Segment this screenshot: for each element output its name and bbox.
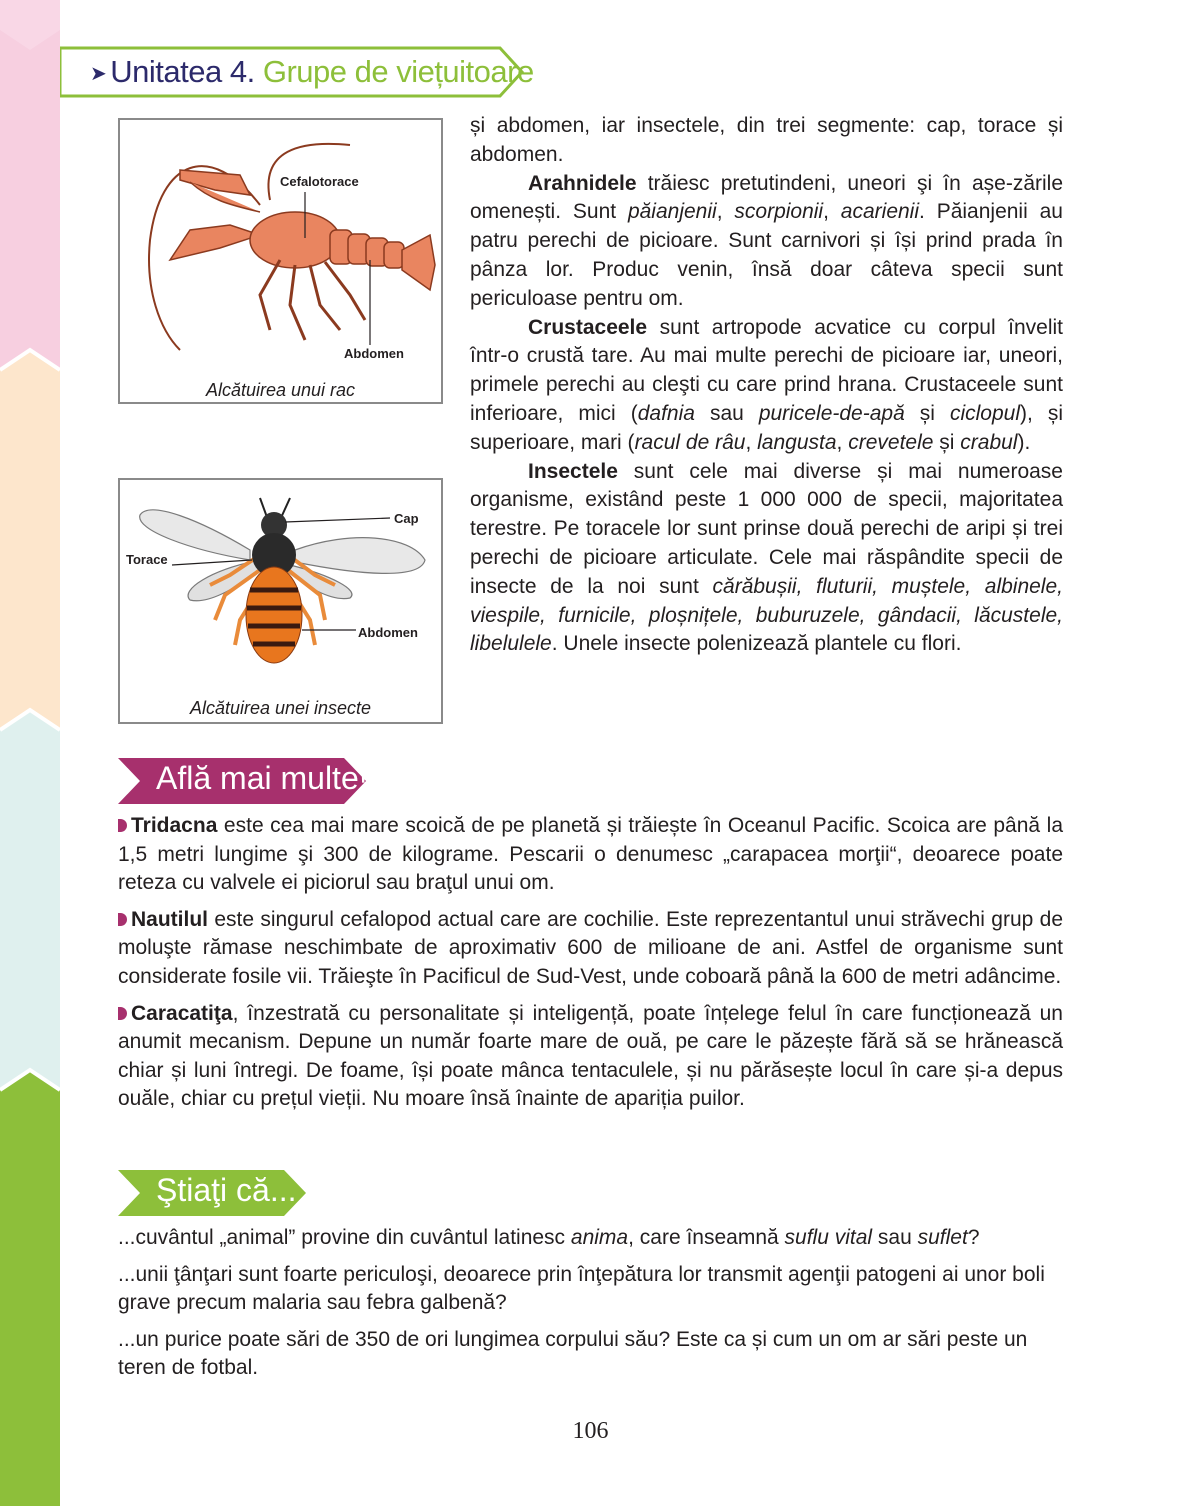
- caption-insect: Alcătuirea unei insecte: [189, 698, 372, 718]
- label-cap: Cap: [394, 511, 419, 526]
- stiati-title: Ştiaţi că...: [156, 1172, 297, 1208]
- main-text-column: [470, 112, 1063, 659]
- stiati-ca-banner: [118, 1168, 308, 1218]
- caption-crayfish: Alcătuirea unui rac: [205, 380, 356, 400]
- paragraph-insecte: Insectele sunt cele mai diverse și mai numeroase organisme, existând peste 1 000 000 de specii, majoritatea terestre. Pe toracele lor sunt prinse două perechi de aripi și trei perechi de picioare articulate. Cele mai răspândite specii de insecte de la noi sunt cărăbușii, fluturii, muștele, albinele, viespile, furnicile, ploșnițele, buburuzele, gândacii, lăcustele, libelulele. Unele insecte polenizează plantele cu flori.: [470, 459, 1063, 656]
- stiati-item-3: ...un purice poate sări de 350 de ori lungimea corpului său? Este ca și cum un om ar sări peste un teren de fotbal.: [118, 1327, 1028, 1380]
- fact-tridacna: Tridacna este cea mai mare scoică de pe planetă și trăiește în Oceanul Pacific. Scoica are până la 1,5 metri lungime şi 300 de kilograme. Pescarii o denumesc „carapacea morţii“, deoarece poate reteza cu valvele ei piciorul sau braţul unui om.: [118, 814, 1063, 895]
- stiati-item-1: ...cuvântul „animal” provine din cuvântul latinesc anima, care înseamnă suflu vital sau suflet?: [118, 1226, 980, 1249]
- decorative-side-strip: [0, 0, 60, 1506]
- term-arahnidele: Arahnidele: [528, 171, 637, 195]
- paragraph-crustacee: Crustaceele sunt artropode acvatice cu corpul învelit într-o crustă tare. Au mai multe perechi de picioare iar, uneori, primele perechi au cleşti cu care prind hrana. Crustaceele sunt inferioare, mici (dafnia sau puricele-de-apă și ciclopul), și superioare, mari (racul de râu, langusta, crevetele și crabul).: [470, 315, 1064, 454]
- figure-insect: [118, 478, 443, 724]
- afla-facts: [118, 812, 1063, 1122]
- afla-title: Află mai multe!: [156, 760, 368, 796]
- paragraph-continuation: și abdomen, iar insectele, din trei segmente: cap, torace și abdomen.: [470, 114, 1063, 166]
- fact-nautilul: Nautilul este singurul cefalopod actual care are cochilie. Este reprezentantul unui străvechi grup de moluşte rămase neschimbate de aproximativ 600 de milioane de ani. Astfel de organisme sunt considerate fosile vii. Trăieşte în Pacificul de Sud-Vest, unde coboară până la 600 de metri adâncime.: [118, 907, 1063, 988]
- unit-title: Grupe de viețuitoare: [262, 54, 534, 89]
- label-torace: Torace: [126, 552, 168, 567]
- paragraph-arahnide: Arahnidele trăiesc pretutindeni, uneori şi în așe-zările omenești. Sunt păianjenii, scorpionii, acarienii. Păianjenii au patru perechi de picioare. Sunt carnivori și își prind prada în pânza lor. Produc venin, însă doar câteva specii sunt periculoase pentru om.: [470, 171, 1063, 310]
- bullet-icon: [118, 819, 127, 832]
- unit-number: Unitatea 4.: [110, 54, 255, 89]
- label-abdomen-insect: Abdomen: [358, 625, 418, 640]
- stiati-item-2: ...unii ţânţari sunt foarte periculoşi, deoarece prin înţepătura lor transmit agenţii patogeni ai unor boli grave precum malaria sau febra galbenă?: [118, 1262, 1045, 1315]
- term-crustaceele: Crustaceele: [528, 315, 648, 339]
- arrow-right-icon: ➤: [90, 62, 107, 85]
- stiati-list: [118, 1224, 1063, 1391]
- figure-crayfish: [118, 118, 443, 404]
- page-number: 106: [572, 1418, 609, 1444]
- label-cefalotorace: Cefalotorace: [280, 174, 359, 189]
- bullet-icon: [118, 913, 127, 926]
- label-abdomen-rac: Abdomen: [344, 346, 404, 361]
- term-insectele: Insectele: [528, 459, 618, 483]
- crayfish-illustration: [120, 120, 441, 370]
- bullet-icon: [118, 1007, 127, 1020]
- unit-header: [60, 44, 534, 100]
- afla-mai-multe-banner: [118, 756, 368, 806]
- insect-illustration: [120, 480, 441, 690]
- fact-caracatita: Caracatiţa, înzestrată cu personalitate și inteligență, poate înțelege felul în care funcționează un anumit mecanism. Depune un număr foarte mare de ouă, pe care le păzește fără să se hrănească chiar și luni întregi. De foame, își poate mânca tentaculele, și nu părăsește locul în care și-a depus ouăle, chiar cu prețul vieții. Nu moare însă înainte de apariția puilor.: [118, 1001, 1063, 1111]
